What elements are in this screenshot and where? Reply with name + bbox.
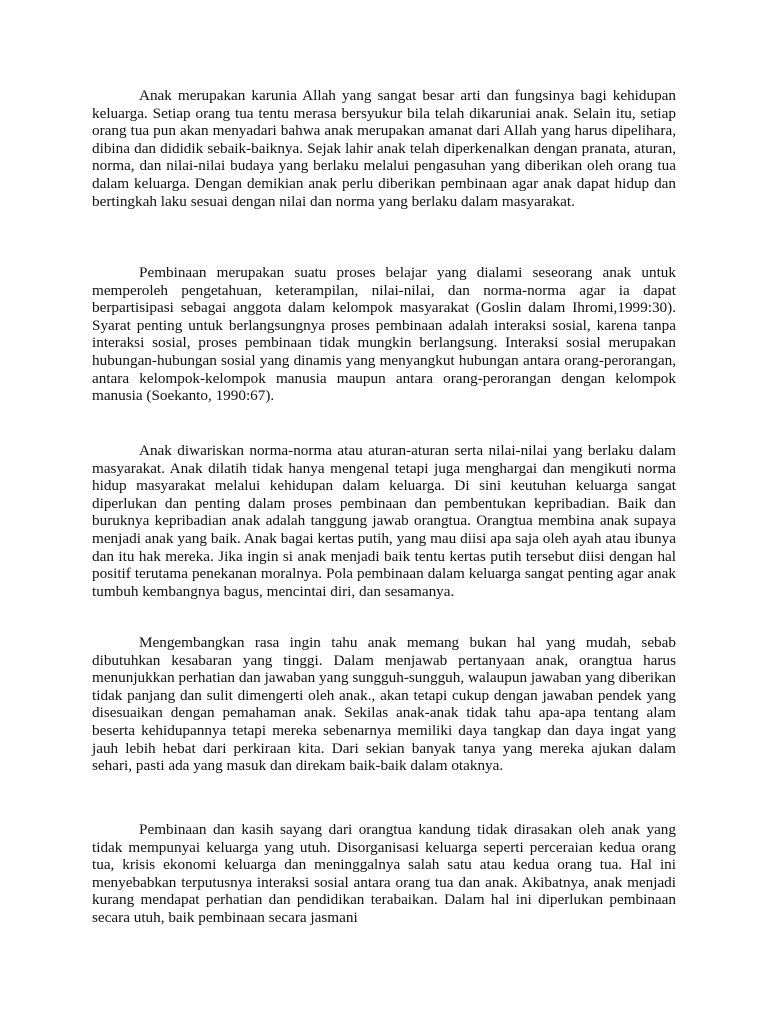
paragraph-4: Mengembangkan rasa ingin tahu anak memang bukan hal yang mudah, sebab dibutuhkan kesabaran yang tinggi. Dalam menjawab pertanyaan anak, orangtua harus menunjukkan perhatian dan jawaban yang sungguh-sungguh, walaupun jawaban yang diberikan tidak panjang dan sulit dimengerti oleh anak., akan tetapi cukup dengan jawaban pendek yang disesuaikan dengan pemahaman anak. Sekilas anak-anak tidak tahu apa-apa tentang alam beserta kehidupannya tetapi mereka sebenarnya memiliki daya tangkap dan daya ingat yang jauh lebih hebat dari perkiraan kita. Dari sekian banyak tanya yang mereka ajukan dalam sehari, pasti ada yang masuk dan direkam baik-baik dalam otaknya.	[92, 634, 676, 775]
paragraph-5: Pembinaan dan kasih sayang dari orangtua kandung tidak dirasakan oleh anak yang tidak mempunyai keluarga yang utuh. Disorganisasi keluarga seperti perceraian kedua orang tua, krisis ekonomi keluarga dan meninggalnya salah satu atau kedua orang tua. Hal ini menyebabkan terputusnya interaksi sosial antara orang tua dan anak. Akibatnya, anak menjadi kurang mendapat perhatian dan pendidikan terabaikan. Dalam hal ini diperlukan pembinaan secara utuh, baik pembinaan secara jasmani	[92, 821, 676, 926]
paragraph-2: Pembinaan merupakan suatu proses belajar yang dialami seseorang anak untuk memperoleh pengetahuan, keterampilan, nilai-nilai, dan norma-norma agar ia dapat berpartisipasi sebagai anggota dalam kelompok masyarakat (Goslin dalam Ihromi,1999:30). Syarat penting untuk berlangsungnya proses pembinaan adalah interaksi sosial, karena tanpa interaksi sosial, proses pembinaan tidak mungkin berlangsung. Interaksi sosial merupakan hubungan-hubungan sosial yang dinamis yang menyangkut hubungan antara orang-perorangan, antara kelompok-kelompok manusia maupun antara orang-perorangan dengan kelompok manusia (Soekanto, 1990:67).	[92, 264, 676, 405]
paragraph-3: Anak diwariskan norma-norma atau aturan-aturan serta nilai-nilai yang berlaku dalam masyarakat. Anak dilatih tidak hanya mengenal tetapi juga menghargai dan mengikuti norma hidup masyarakat melalui kehidupan dalam keluarga. Di sini keutuhan keluarga sangat diperlukan dan penting dalam proses pembinaan dan pembentukan kepribadian. Baik dan buruknya kepribadian anak adalah tanggung jawab orangtua. Orangtua membina anak supaya menjadi anak yang baik. Anak bagai kertas putih, yang mau diisi apa saja oleh ayah atau ibunya dan itu hak mereka. Jika ingin si anak menjadi baik tentu kertas putih tersebut diisi dengan hal positif terutama penekanan moralnya. Pola pembinaan dalam keluarga sangat penting agar anak tumbuh kembangnya bagus, mencintai diri, dan sesamanya.	[92, 442, 676, 600]
paragraph-1: Anak merupakan karunia Allah yang sangat besar arti dan fungsinya bagi kehidupan keluarga. Setiap orang tua tentu merasa bersyukur bila telah dikaruniai anak. Selain itu, setiap orang tua pun akan menyadari bahwa anak merupakan amanat dari Allah yang harus dipelihara, dibina dan dididik sebaik-baiknya. Sejak lahir anak telah diperkenalkan dengan pranata, aturan, norma, dan nilai-nilai budaya yang berlaku melalui pengasuhan yang diberikan oleh orang tua dalam keluarga. Dengan demikian anak perlu diberikan pembinaan agar anak dapat hidup dan bertingkah laku sesuai dengan nilai dan norma yang berlaku dalam masyarakat.	[92, 87, 676, 210]
